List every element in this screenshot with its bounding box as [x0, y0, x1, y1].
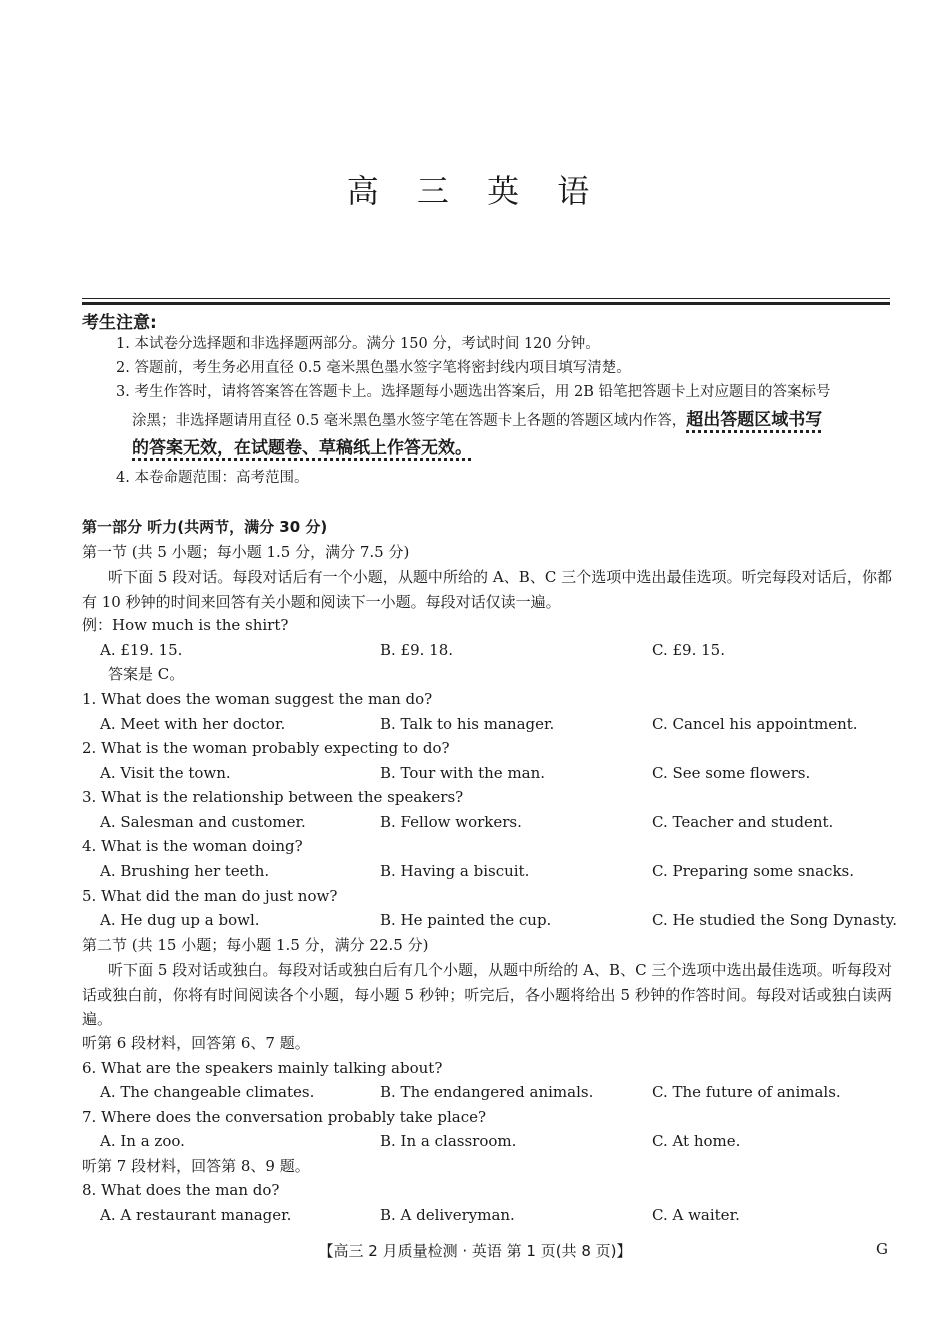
question-1: 1. What does the woman suggest the man do? — [82, 690, 433, 708]
section2-instructions: 听下面 5 段对话或独白。每段对话或独白后有几个小题，从题中所给的 A、B、C 三个选项中选出最佳选项。听每段对话或独白前，你将有时间阅读各个小题，每小题 5 秒钟；听完后，各小题将给出 5 秒钟的作答时间。每段对话或独白读两遍。 — [82, 961, 892, 1028]
question-2-option-b: B. Tour with the man. — [380, 764, 546, 782]
notice-item-3-text: 涂黑；非选择题请用直径 0.5 毫米黑色墨水签字笔在答题卡上各题的答题区域内作答， — [132, 413, 687, 429]
page-footer: 【高三 2 月质量检测 · 英语 第 1 页(共 8 页)】 — [318, 1242, 632, 1260]
page-title: 高 三 英 语 — [346, 172, 604, 210]
example-option-b: B. £9. 18. — [380, 641, 454, 659]
question-4: 4. What is the woman doing? — [82, 837, 303, 855]
question-3-option-a: A. Salesman and customer. — [100, 813, 306, 831]
notice-item-4: 4. 本卷命题范围：高考范围。 — [116, 470, 309, 486]
question-2-option-c: C. See some flowers. — [652, 764, 811, 782]
example-option-a: A. £19. 15. — [100, 641, 183, 659]
question-8: 8. What does the man do? — [82, 1181, 280, 1199]
question-7: 7. Where does the conversation probably take place? — [82, 1108, 487, 1126]
question-1-option-b: B. Talk to his manager. — [380, 715, 555, 733]
part1-heading: 第一部分 听力(共两节，满分 30 分) — [82, 518, 328, 536]
question-3: 3. What is the relationship between the speakers? — [82, 788, 464, 806]
question-5: 5. What did the man do just now? — [82, 887, 338, 905]
question-6-option-a: A. The changeable climates. — [100, 1083, 315, 1101]
question-8-option-a: A. A restaurant manager. — [100, 1206, 292, 1224]
question-3-option-b: B. Fellow workers. — [380, 813, 522, 831]
notice-item-2: 2. 答题前，考生务必用直径 0.5 毫米黑色墨水签字笔将密封线内项目填写清楚。 — [116, 360, 631, 376]
question-3-option-c: C. Teacher and student. — [652, 813, 834, 831]
header-rule — [82, 298, 890, 305]
question-6: 6. What are the speakers mainly talking about? — [82, 1059, 443, 1077]
notice-item-3-cont — [132, 408, 822, 433]
question-5-option-a: A. He dug up a bowl. — [100, 911, 260, 929]
question-7-option-a: A. In a zoo. — [100, 1132, 185, 1150]
section2-heading: 第二节 (共 15 小题；每小题 1.5 分，满分 22.5 分) — [82, 936, 429, 954]
notice-emphasis-2: 的答案无效，在试题卷、草稿纸上作答无效。 — [132, 438, 472, 458]
section1-heading: 第一节 (共 5 小题；每小题 1.5 分，满分 7.5 分) — [82, 543, 410, 561]
question-6-option-c: C. The future of animals. — [652, 1083, 841, 1101]
example-question: 例：How much is the shirt? — [82, 616, 289, 634]
question-2: 2. What is the woman probably expecting to do? — [82, 739, 450, 757]
group-7-intro: 听第 7 段材料，回答第 8、9 题。 — [82, 1157, 310, 1175]
section1-instructions: 听下面 5 段对话。每段对话后有一个小题，从题中所给的 A、B、C 三个选项中选出最佳选项。听完每段对话后，你都有 10 秒钟的时间来回答有关小题和阅读下一小题。每段对话仅读一遍。 — [82, 568, 892, 611]
group-6-intro: 听第 6 段材料，回答第 6、7 题。 — [82, 1034, 310, 1052]
notice-item-3: 3. 考生作答时，请将答案答在答题卡上。选择题每小题选出答案后，用 2B 铅笔把答题卡上对应题目的答案标号 — [116, 384, 831, 400]
paper-code: G — [876, 1240, 888, 1258]
example-option-c: C. £9. 15. — [652, 641, 725, 659]
question-4-option-c: C. Preparing some snacks. — [652, 862, 855, 880]
example-answer: 答案是 C。 — [108, 665, 185, 683]
question-7-option-c: C. At home. — [652, 1132, 741, 1150]
question-8-option-b: B. A deliveryman. — [380, 1206, 515, 1224]
question-1-option-c: C. Cancel his appointment. — [652, 715, 858, 733]
notice-item-1: 1. 本试卷分选择题和非选择题两部分。满分 150 分，考试时间 120 分钟。 — [116, 336, 600, 352]
question-6-option-b: B. The endangered animals. — [380, 1083, 594, 1101]
notice-emphasis-1: 超出答题区域书写 — [686, 410, 823, 430]
question-2-option-a: A. Visit the town. — [100, 764, 231, 782]
question-7-option-b: B. In a classroom. — [380, 1132, 517, 1150]
question-8-option-c: C. A waiter. — [652, 1206, 740, 1224]
notice-item-3-cont2 — [132, 436, 472, 461]
question-5-option-b: B. He painted the cup. — [380, 911, 552, 929]
question-4-option-b: B. Having a biscuit. — [380, 862, 530, 880]
question-1-option-a: A. Meet with her doctor. — [100, 715, 286, 733]
question-5-option-c: C. He studied the Song Dynasty. — [652, 911, 897, 929]
question-4-option-a: A. Brushing her teeth. — [100, 862, 270, 880]
notice-heading: 考生注意: — [82, 313, 157, 333]
